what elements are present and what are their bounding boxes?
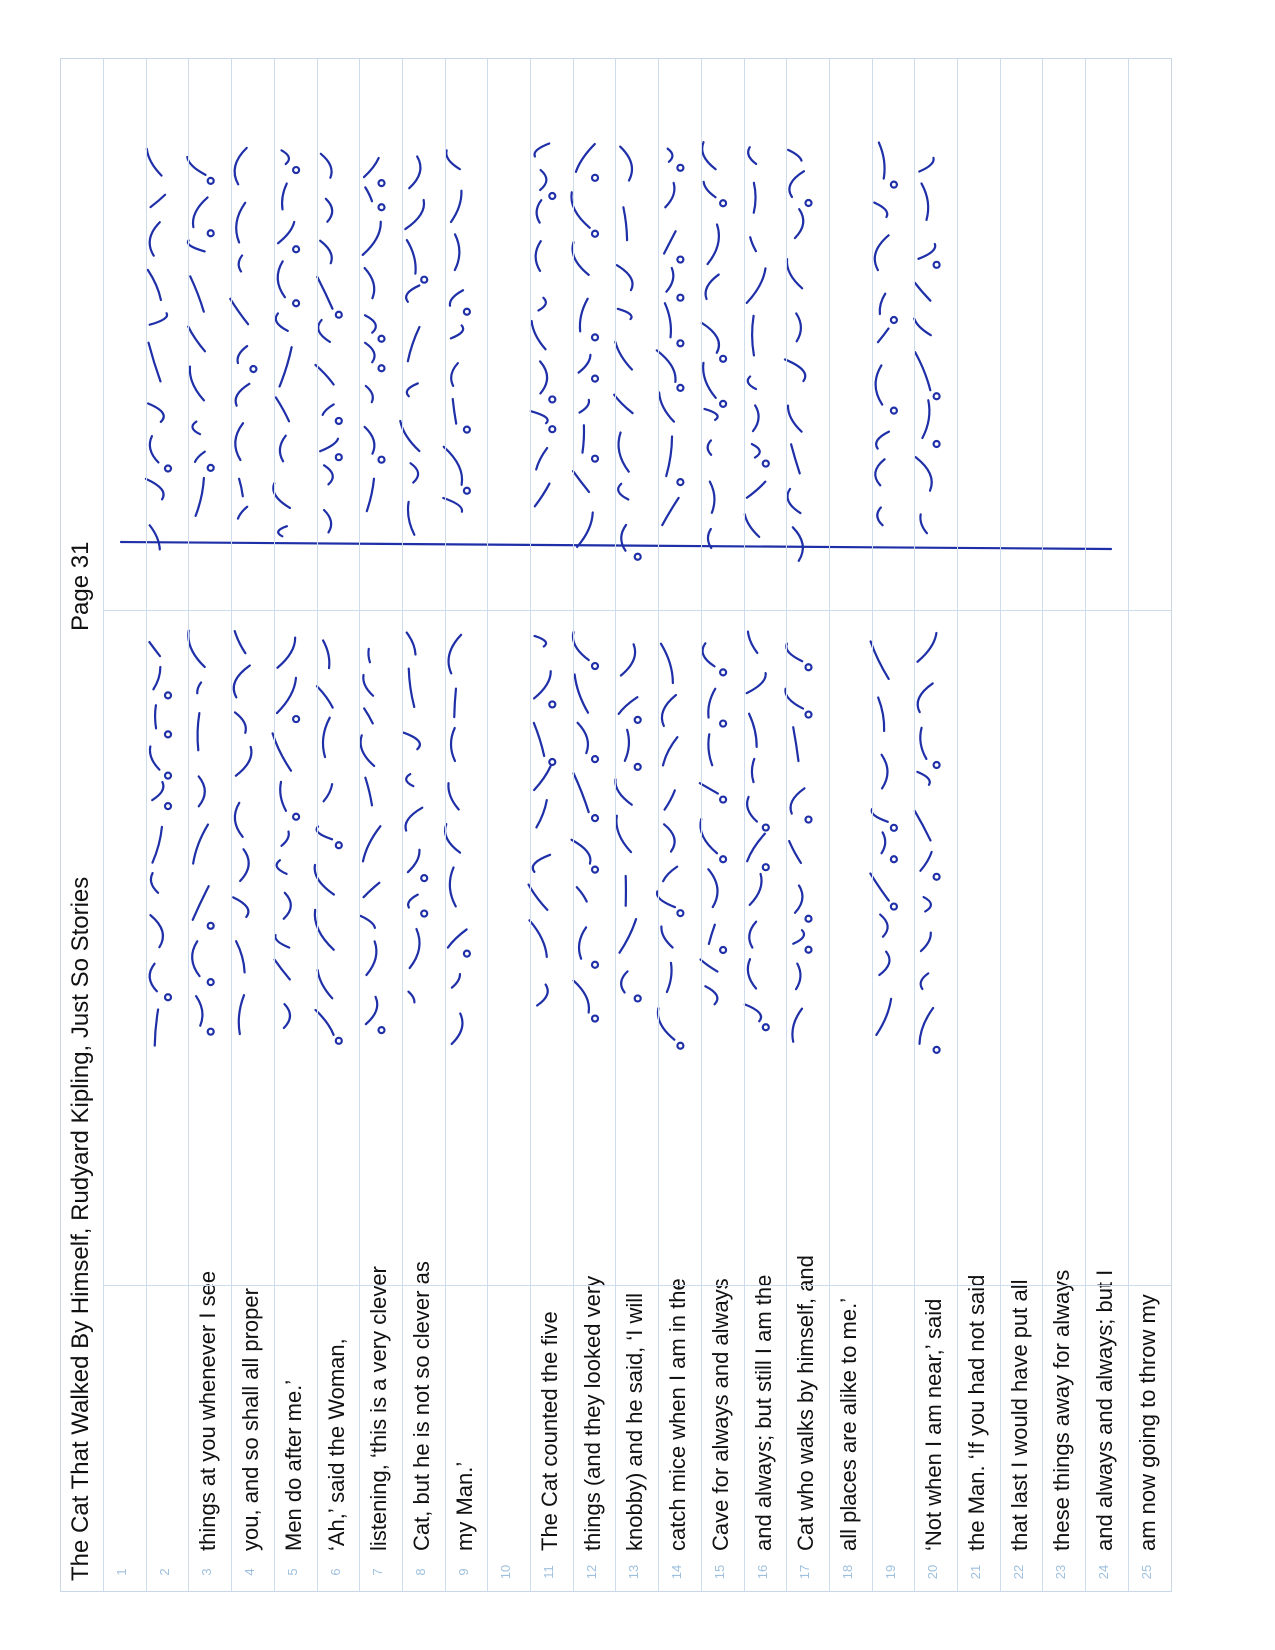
text-line bbox=[872, 59, 917, 1591]
column-divider bbox=[103, 610, 1171, 611]
text-line bbox=[658, 59, 703, 1591]
text-line bbox=[487, 59, 532, 1591]
line-number: 2 bbox=[156, 1568, 172, 1576]
line-number: 8 bbox=[412, 1568, 428, 1576]
text-line bbox=[1042, 59, 1087, 1591]
line-text: ‘Not when I am near,’ said bbox=[921, 1298, 947, 1551]
line-text: Cat who walks by himself, and bbox=[793, 1255, 819, 1551]
text-line bbox=[530, 59, 575, 1591]
text-line bbox=[188, 59, 233, 1591]
page-title: The Cat That Walked By Himself, Rudyard Kipling, Just So Stories bbox=[67, 876, 94, 1581]
page-number: Page 31 bbox=[67, 541, 94, 631]
line-number: 25 bbox=[1138, 1564, 1154, 1580]
text-line bbox=[786, 59, 831, 1591]
line-text: Cave for always and always bbox=[707, 1278, 733, 1551]
text-line bbox=[615, 59, 660, 1591]
text-line bbox=[957, 59, 1002, 1591]
line-text: listening, ‘this is a very clever bbox=[366, 1266, 392, 1551]
line-number: 4 bbox=[242, 1568, 258, 1576]
text-line bbox=[1085, 59, 1130, 1591]
line-text: catch mice when I am in the bbox=[665, 1278, 691, 1551]
text-line bbox=[573, 59, 618, 1591]
line-text: knobby) and he said, ‘I will bbox=[622, 1292, 648, 1551]
text-line bbox=[914, 59, 959, 1591]
line-number: 24 bbox=[1096, 1564, 1112, 1580]
line-number: 19 bbox=[882, 1564, 898, 1580]
line-number: 15 bbox=[711, 1564, 727, 1580]
text-line bbox=[744, 59, 789, 1591]
text-line bbox=[701, 59, 746, 1591]
line-text: things at you whenever I see bbox=[195, 1270, 221, 1551]
line-text: ‘Ah,’ said the Woman, bbox=[323, 1338, 349, 1551]
line-text: am now going to throw my bbox=[1134, 1294, 1160, 1551]
line-text: and always and always; but I bbox=[1092, 1269, 1118, 1551]
line-number: 5 bbox=[284, 1568, 300, 1576]
line-number: 7 bbox=[370, 1568, 386, 1576]
text-line bbox=[1000, 59, 1045, 1591]
line-text: you, and so shall all proper bbox=[238, 1288, 264, 1551]
text-line bbox=[445, 59, 490, 1591]
text-line bbox=[103, 59, 148, 1591]
line-text: these things away for always bbox=[1049, 1269, 1075, 1551]
text-line bbox=[146, 59, 191, 1591]
line-number: 22 bbox=[1010, 1564, 1026, 1580]
text-line bbox=[231, 59, 276, 1591]
line-number: 18 bbox=[839, 1564, 855, 1580]
text-line bbox=[317, 59, 362, 1591]
line-text: and always; but still I am the bbox=[750, 1274, 776, 1551]
line-number: 16 bbox=[754, 1564, 770, 1580]
line-number: 11 bbox=[541, 1565, 556, 1579]
column-divider bbox=[103, 1285, 1171, 1286]
line-number: 21 bbox=[968, 1564, 983, 1580]
text-line bbox=[359, 59, 404, 1591]
line-number: 20 bbox=[925, 1564, 941, 1580]
text-line bbox=[1128, 59, 1173, 1591]
line-text: the Man. ‘If you had not said bbox=[964, 1274, 989, 1551]
line-number: 10 bbox=[498, 1564, 514, 1580]
line-text: my Man.’ bbox=[451, 1461, 477, 1551]
line-number: 9 bbox=[455, 1568, 471, 1576]
line-text: The Cat counted the five bbox=[537, 1311, 562, 1551]
text-line bbox=[274, 59, 319, 1591]
text-line bbox=[402, 59, 447, 1591]
line-number: 1 bbox=[114, 1568, 129, 1576]
line-number: 12 bbox=[583, 1564, 599, 1580]
line-number: 3 bbox=[199, 1568, 215, 1576]
page-header bbox=[61, 59, 103, 1591]
text-line bbox=[829, 59, 874, 1591]
line-number: 23 bbox=[1053, 1564, 1069, 1580]
line-text: Men do after me.’ bbox=[280, 1379, 306, 1551]
line-number: 17 bbox=[797, 1564, 813, 1580]
line-text: all places are alike to me.’ bbox=[835, 1297, 861, 1551]
line-number: 14 bbox=[669, 1564, 685, 1580]
line-number: 6 bbox=[327, 1568, 343, 1576]
line-number: 13 bbox=[626, 1564, 642, 1580]
rotated-text-area bbox=[61, 59, 1171, 1591]
line-text: that last I would have put all bbox=[1006, 1279, 1032, 1551]
line-text: Cat, but he is not so clever as bbox=[408, 1261, 434, 1551]
notebook-page bbox=[60, 58, 1172, 1592]
line-text: things (and they looked very bbox=[579, 1275, 605, 1551]
